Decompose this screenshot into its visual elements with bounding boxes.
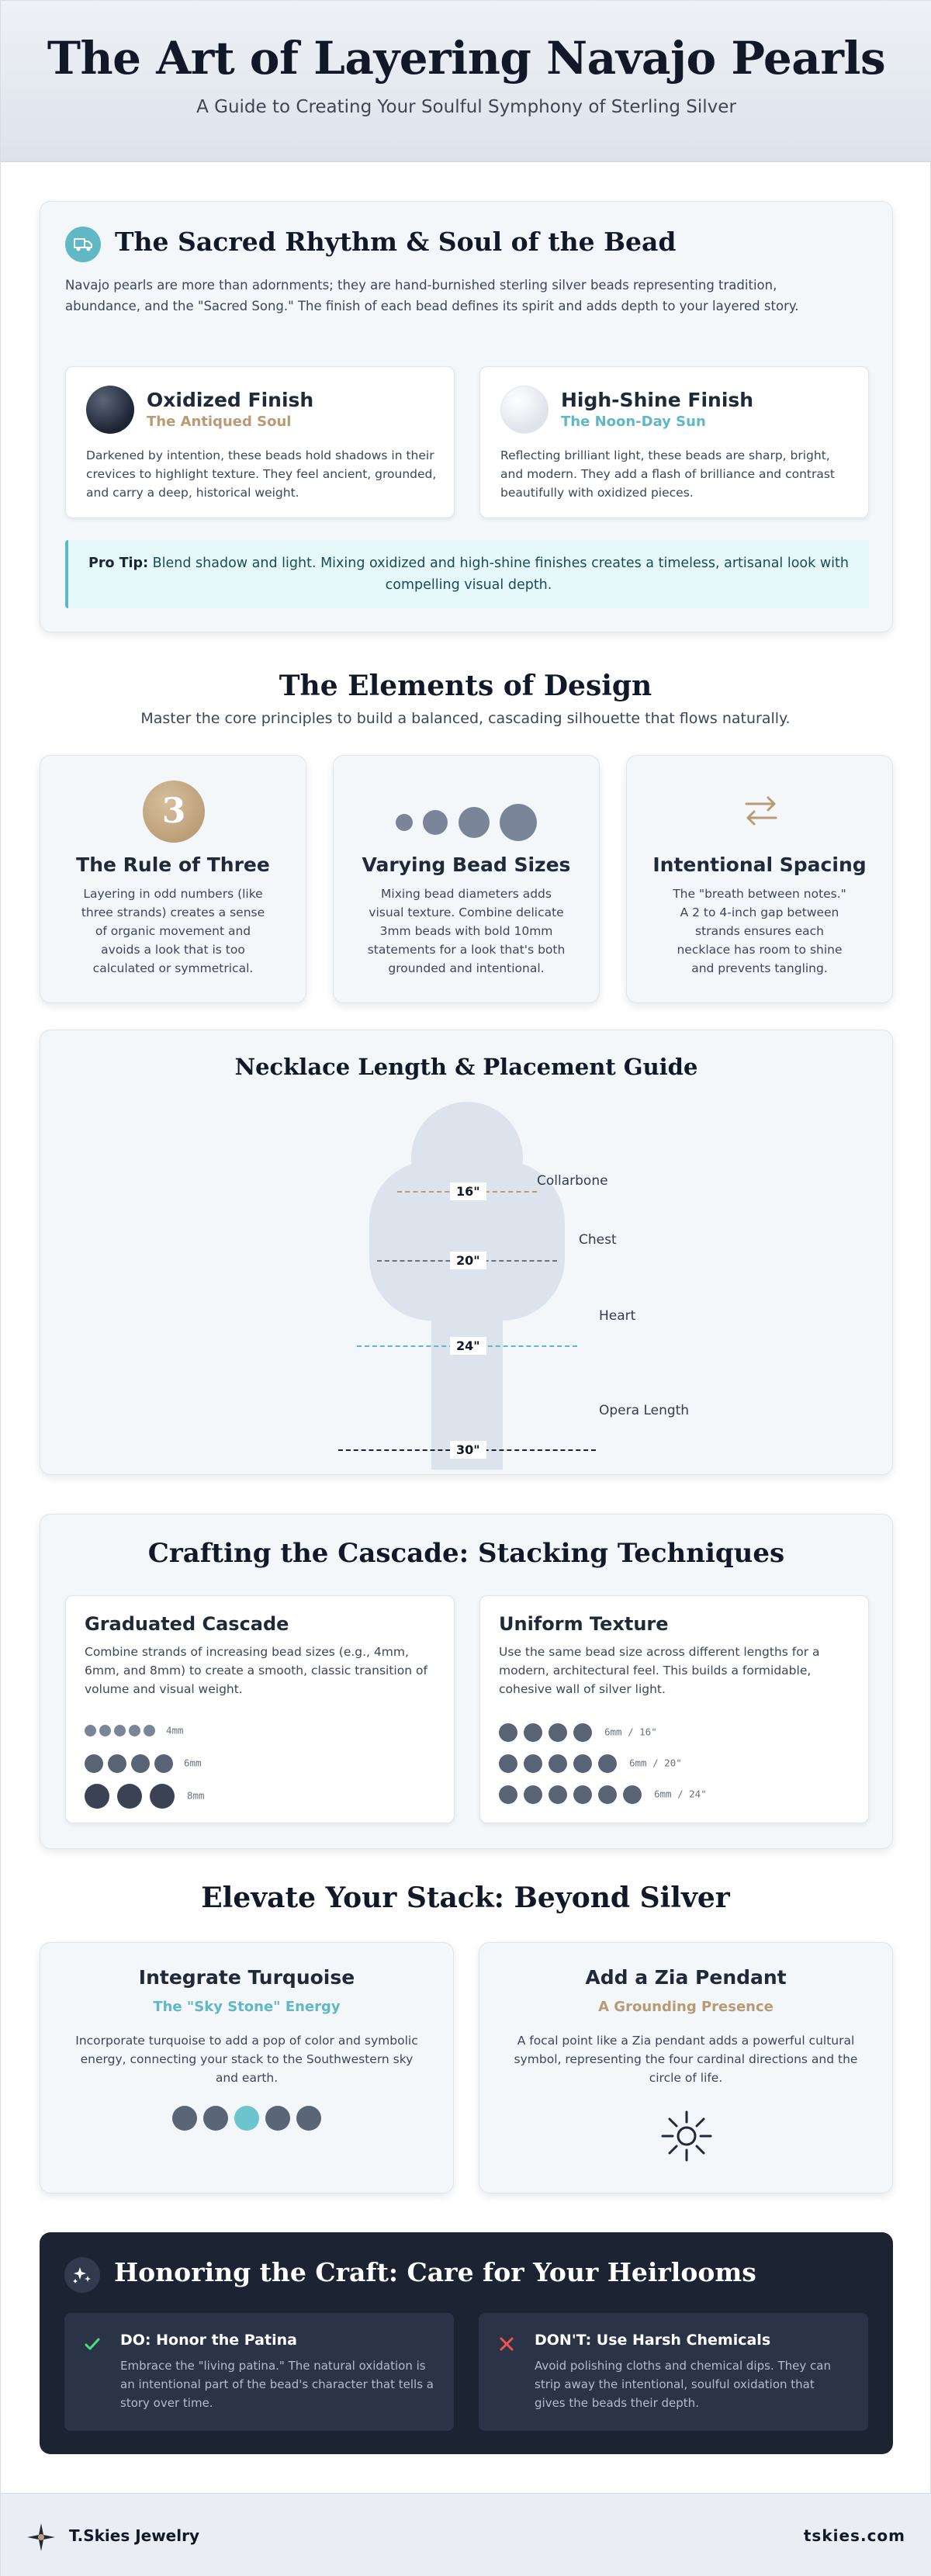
- turquoise-subtitle: The "Sky Stone" Energy: [153, 1999, 341, 2015]
- length-24-tag: 24": [450, 1337, 486, 1355]
- silhouette-body: [431, 1263, 503, 1470]
- uniform-title: Uniform Texture: [499, 1613, 669, 1635]
- x-icon: [497, 2335, 516, 2353]
- soul-title: The Sacred Rhythm & Soul of the Bead: [115, 227, 677, 257]
- soul-intro: Navajo pearls are more than adornments; they are hand-burnished sterling silver beads representing tradition, abundance, and the "Sacred Song." The finish of each bead defines its spirit and adds depth to your layered story.: [65, 278, 799, 313]
- bead-sizes-text: Mixing bead diameters adds visual texture. Combine delicate 3mm beads with bold 10mm statements for a look that's both grounded and intentional.: [367, 887, 566, 975]
- length-20-label: Chest: [579, 1232, 617, 1248]
- length-16-label: Collarbone: [537, 1173, 608, 1189]
- care-do-title: DO: Honor the Patina: [120, 2332, 297, 2349]
- graduated-label-8mm: 8mm: [187, 1789, 205, 1802]
- rule-of-three-card: [40, 755, 306, 1003]
- graduated-text: Combine strands of increasing bead sizes (e.g., 4mm, 6mm, and 8mm) to create a smooth, classic transition of volume and visual weight.: [85, 1645, 427, 1696]
- uniform-row-20: [499, 1751, 682, 1774]
- care-section: [40, 2232, 893, 2454]
- spacing-text: The "breath between notes." A 2 to 4-inch gap between strands ensures each necklace has room to shine and prevents tangling.: [673, 887, 846, 975]
- bead-small: [396, 814, 413, 831]
- page-footer: [1, 2493, 931, 2576]
- graduated-row-8mm: [85, 1782, 205, 1809]
- turquoise-text: Incorporate turquoise to add a pop of color and symbolic energy, connecting your stack to the Southwestern sky and earth.: [75, 2034, 418, 2085]
- uniform-label-20: 6mm / 20": [629, 1757, 682, 1769]
- cascade-title: Crafting the Cascade: Stacking Techniques: [147, 1538, 785, 1569]
- swap-arrows-icon: [740, 790, 782, 832]
- cascade-section: [40, 1514, 893, 1849]
- pro-tip-label: Pro Tip:: [88, 556, 149, 571]
- uniform-row-24: [499, 1782, 707, 1806]
- spacing-title: Intentional Spacing: [652, 853, 867, 876]
- number-three-badge: 3: [143, 781, 205, 843]
- uniform-label-24: 6mm / 24": [654, 1788, 707, 1800]
- soul-section: [40, 201, 893, 632]
- oxidized-card: [65, 366, 455, 518]
- bead-xlarge: [500, 804, 537, 841]
- bead-sizes-title: Varying Bead Sizes: [362, 853, 571, 876]
- zia-sun-icon: [659, 2109, 714, 2163]
- graduated-label-6mm: 6mm: [184, 1757, 202, 1769]
- bead-large: [459, 807, 490, 838]
- turquoise-title: Integrate Turquoise: [138, 1966, 355, 1989]
- elements-title: The Elements of Design: [279, 670, 652, 702]
- uniform-card: [479, 1595, 869, 1823]
- compass-logo-icon: [26, 2522, 57, 2553]
- turquoise-card: [40, 1942, 454, 2193]
- bead-sizes-card: [333, 755, 600, 1003]
- shine-subtitle: The Noon-Day Sun: [561, 414, 706, 430]
- length-24-label: Heart: [599, 1308, 636, 1324]
- page-header: [1, 1, 931, 162]
- length-guide-section: [40, 1030, 893, 1475]
- truck-icon: [65, 227, 101, 262]
- length-guide-title: Necklace Length & Placement Guide: [234, 1054, 698, 1080]
- length-16-tag: 16": [450, 1182, 486, 1200]
- zia-text: A focal point like a Zia pendant adds a powerful cultural symbol, representing the four cardinal directions and the circle of life.: [514, 2034, 858, 2085]
- uniform-text: Use the same bead size across different lengths for a modern, architectural feel. This builds a formidable, cohesive wall of silver light.: [499, 1645, 820, 1696]
- elements-subtitle: Master the core principles to build a balanced, cascading silhouette that flows naturally.: [140, 710, 791, 727]
- graduated-card: [65, 1595, 455, 1823]
- footer-brand: T.Skies Jewelry: [69, 2526, 199, 2545]
- bead-sizes-visual: [334, 804, 599, 841]
- pro-tip: [65, 540, 869, 608]
- care-do-card: [64, 2313, 454, 2431]
- turquoise-strand: [40, 2106, 453, 2131]
- care-dont-title: DON'T: Use Harsh Chemicals: [535, 2332, 771, 2349]
- bead-medium: [423, 810, 448, 835]
- oxidized-title: Oxidized Finish: [147, 389, 314, 411]
- care-title: Honoring the Craft: Care for Your Heirlooms: [114, 2257, 756, 2287]
- page-subtitle: A Guide to Creating Your Soulful Symphony of Sterling Silver: [196, 97, 736, 117]
- zia-title: Add a Zia Pendant: [585, 1966, 787, 1989]
- shine-text: Reflecting brilliant light, these beads are sharp, bright, and modern. They add a flash of brilliance and contrast beautifully with oxidized pieces.: [500, 448, 835, 500]
- shine-card: [479, 366, 869, 518]
- zia-subtitle: A Grounding Presence: [598, 1999, 774, 2015]
- turquoise-bead: [234, 2106, 259, 2131]
- zia-card: [479, 1942, 893, 2193]
- rule-of-three-text: Layering in odd numbers (like three strands) creates a sense of organic movement and avoids a look that is too calculated or symmetrical.: [81, 887, 265, 975]
- length-30-tag: 30": [450, 1441, 486, 1459]
- length-30-label: Opera Length: [599, 1403, 690, 1418]
- care-dont-text: Avoid polishing cloths and chemical dips. They can strip away the intentional, soulful oxidation that gives the beads their depth.: [535, 2359, 831, 2410]
- shine-title: High-Shine Finish: [561, 389, 754, 411]
- oxidized-bead: [86, 386, 134, 434]
- care-do-text: Embrace the "living patina." The natural oxidation is an intentional part of the bead's character that tells a story over time.: [120, 2359, 434, 2410]
- shine-bead: [500, 386, 549, 434]
- beyond-title: Elevate Your Stack: Beyond Silver: [201, 1882, 730, 1914]
- page-title: The Art of Layering Navajo Pearls: [47, 32, 886, 85]
- care-dont-card: [479, 2313, 868, 2431]
- sparkle-icon: [64, 2257, 100, 2293]
- checkmark-icon: [83, 2335, 102, 2353]
- spacing-card: [626, 755, 893, 1003]
- oxidized-text: Darkened by intention, these beads hold shadows in their crevices to highlight texture. They feel ancient, grounded, and carry a deep, historical weight.: [86, 448, 437, 500]
- length-20-tag: 20": [450, 1252, 486, 1269]
- rule-of-three-title: The Rule of Three: [76, 853, 270, 876]
- oxidized-subtitle: The Antiqued Soul: [147, 414, 292, 430]
- uniform-row-16: [499, 1720, 657, 1743]
- pro-tip-text: Blend shadow and light. Mixing oxidized and high-shine finishes creates a timeless, artisanal look with compelling visual depth.: [152, 556, 849, 593]
- graduated-label-4mm: 4mm: [166, 1724, 184, 1736]
- uniform-label-16: 6mm / 16": [604, 1726, 657, 1738]
- graduated-row-4mm: [85, 1720, 184, 1740]
- footer-url[interactable]: tskies.com: [803, 2526, 905, 2545]
- graduated-row-6mm: [85, 1751, 202, 1774]
- graduated-title: Graduated Cascade: [85, 1613, 289, 1635]
